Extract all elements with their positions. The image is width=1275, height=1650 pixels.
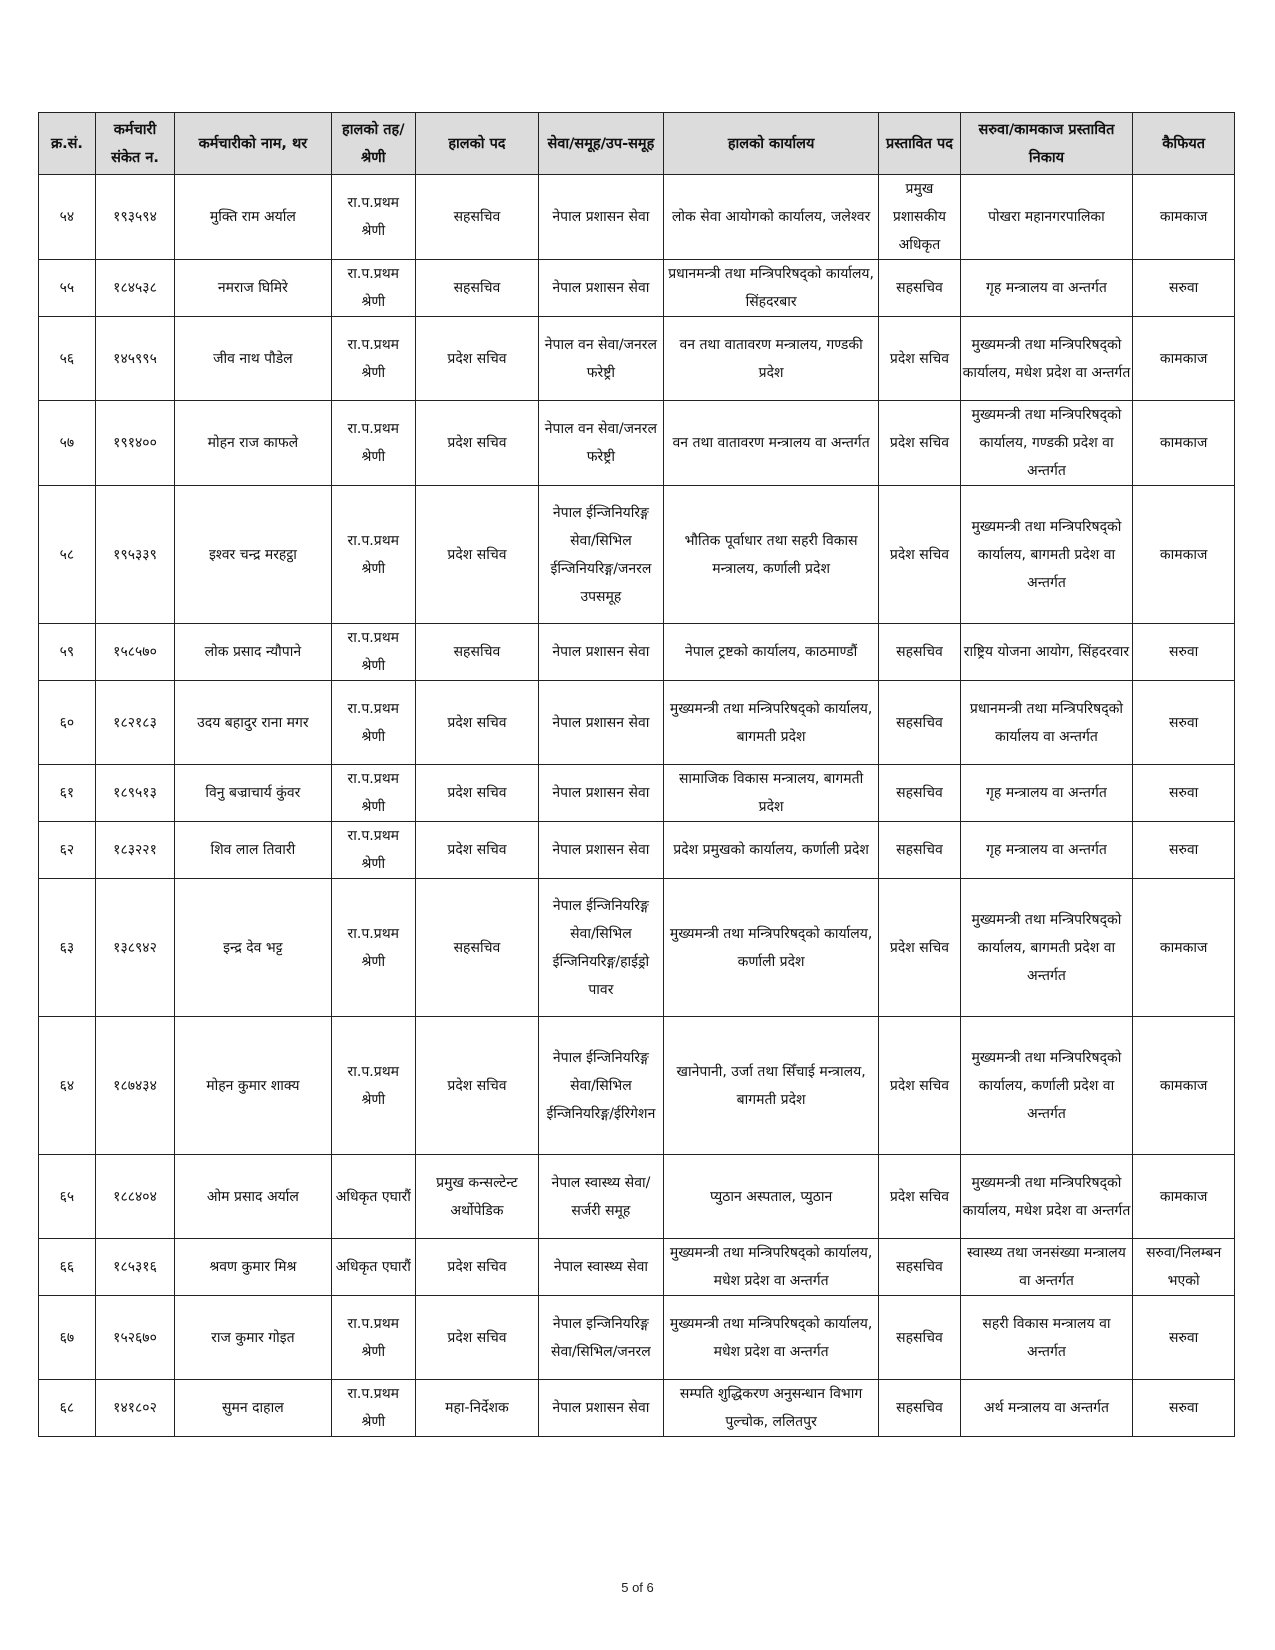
cell-remarks: सरुवा	[1133, 1296, 1235, 1380]
cell-name: राज कुमार गोइत	[175, 1296, 331, 1380]
table-row	[39, 681, 1235, 765]
cell-sn: ५९	[39, 624, 96, 681]
cell-proposed-post: प्रमुख प्रशासकीय अधिकृत	[879, 175, 960, 260]
cell-level: अधिकृत एघारौं	[331, 1239, 415, 1296]
cell-name: शिव लाल तिवारी	[175, 822, 331, 879]
cell-service: नेपाल प्रशासन सेवा	[538, 765, 663, 822]
cell-service: नेपाल ईन्जिनियरिङ्ग सेवा/सिभिल ईन्जिनियरिङ्ग/हाईड्रो पावर	[538, 879, 663, 1017]
table-row	[39, 175, 1235, 260]
cell-name: नमराज घिमिरे	[175, 260, 331, 317]
cell-service: नेपाल प्रशासन सेवा	[538, 681, 663, 765]
cell-office: मुख्यमन्त्री तथा मन्त्रिपरिषद्को कार्यालय, मधेश प्रदेश वा अन्तर्गत	[663, 1239, 878, 1296]
cell-level: रा.प.प्रथम श्रेणी	[331, 624, 415, 681]
cell-code: १३८९४२	[95, 879, 174, 1017]
table-row	[39, 822, 1235, 879]
cell-proposed-body: मुख्यमन्त्री तथा मन्त्रिपरिषद्को कार्यालय, बागमती प्रदेश वा अन्तर्गत	[960, 879, 1133, 1017]
cell-code: १४५९९५	[95, 317, 174, 401]
cell-remarks: कामकाज	[1133, 1155, 1235, 1239]
cell-sn: ५५	[39, 260, 96, 317]
transfer-table	[38, 112, 1235, 1437]
cell-level: रा.प.प्रथम श्रेणी	[331, 681, 415, 765]
cell-remarks: सरुवा	[1133, 765, 1235, 822]
cell-name: इन्द्र देव भट्ट	[175, 879, 331, 1017]
cell-proposed-body: प्रधानमन्त्री तथा मन्त्रिपरिषद्को कार्यालय वा अन्तर्गत	[960, 681, 1133, 765]
cell-proposed-post: सहसचिव	[879, 260, 960, 317]
cell-level: रा.प.प्रथम श्रेणी	[331, 486, 415, 624]
table-row	[39, 486, 1235, 624]
cell-proposed-post: सहसचिव	[879, 624, 960, 681]
cell-name: उदय बहादुर राना मगर	[175, 681, 331, 765]
cell-post: प्रदेश सचिव	[415, 1296, 538, 1380]
cell-sn: ५७	[39, 401, 96, 486]
table-row	[39, 1296, 1235, 1380]
table-row	[39, 1017, 1235, 1155]
cell-level: रा.प.प्रथम श्रेणी	[331, 1380, 415, 1437]
cell-code: १५२६७०	[95, 1296, 174, 1380]
cell-post: प्रदेश सचिव	[415, 1017, 538, 1155]
cell-service: नेपाल वन सेवा/जनरल फरेष्ट्री	[538, 401, 663, 486]
cell-proposed-post: प्रदेश सचिव	[879, 401, 960, 486]
cell-name: श्रवण कुमार मिश्र	[175, 1239, 331, 1296]
header-proposed-body: सरुवा/कामकाज प्रस्तावित निकाय	[960, 113, 1133, 175]
header-name: कर्मचारीको नाम, थर	[175, 113, 331, 175]
cell-level: रा.प.प्रथम श्रेणी	[331, 1296, 415, 1380]
cell-post: प्रमुख कन्सल्टेन्ट अर्थोपेडिक	[415, 1155, 538, 1239]
header-post: हालको पद	[415, 113, 538, 175]
cell-post: सहसचिव	[415, 624, 538, 681]
cell-office: वन तथा वातावरण मन्त्रालय, गण्डकी प्रदेश	[663, 317, 878, 401]
cell-sn: ५४	[39, 175, 96, 260]
cell-proposed-body: मुख्यमन्त्री तथा मन्त्रिपरिषद्को कार्यालय, कर्णाली प्रदेश वा अन्तर्गत	[960, 1017, 1133, 1155]
cell-post: प्रदेश सचिव	[415, 765, 538, 822]
cell-sn: ६७	[39, 1296, 96, 1380]
cell-service: नेपाल प्रशासन सेवा	[538, 822, 663, 879]
cell-remarks: सरुवा	[1133, 624, 1235, 681]
table-row	[39, 1155, 1235, 1239]
cell-proposed-body: स्वास्थ्य तथा जनसंख्या मन्त्रालय वा अन्तर्गत	[960, 1239, 1133, 1296]
cell-code: १९१४००	[95, 401, 174, 486]
cell-post: प्रदेश सचिव	[415, 1239, 538, 1296]
cell-proposed-post: प्रदेश सचिव	[879, 317, 960, 401]
header-office: हालको कार्यालय	[663, 113, 878, 175]
cell-service: नेपाल वन सेवा/जनरल फरेष्ट्री	[538, 317, 663, 401]
cell-code: १८९५१३	[95, 765, 174, 822]
cell-remarks: कामकाज	[1133, 401, 1235, 486]
cell-proposed-body: मुख्यमन्त्री तथा मन्त्रिपरिषद्को कार्यालय, बागमती प्रदेश वा अन्तर्गत	[960, 486, 1133, 624]
table-row	[39, 624, 1235, 681]
cell-proposed-body: गृह मन्त्रालय वा अन्तर्गत	[960, 822, 1133, 879]
cell-sn: ६०	[39, 681, 96, 765]
cell-proposed-body: अर्थ मन्त्रालय वा अन्तर्गत	[960, 1380, 1133, 1437]
cell-service: नेपाल प्रशासन सेवा	[538, 175, 663, 260]
cell-name: मोहन राज काफले	[175, 401, 331, 486]
cell-proposed-post: सहसचिव	[879, 1239, 960, 1296]
cell-office: सम्पति शुद्धिकरण अनुसन्धान विभाग पुल्चोक, ललितपुर	[663, 1380, 878, 1437]
cell-code: १८५३१६	[95, 1239, 174, 1296]
cell-office: मुख्यमन्त्री तथा मन्त्रिपरिषद्को कार्यालय, मधेश प्रदेश वा अन्तर्गत	[663, 1296, 878, 1380]
cell-remarks: कामकाज	[1133, 879, 1235, 1017]
table-row	[39, 1380, 1235, 1437]
cell-post: प्रदेश सचिव	[415, 681, 538, 765]
cell-code: १८३२२१	[95, 822, 174, 879]
cell-post: सहसचिव	[415, 175, 538, 260]
cell-service: नेपाल प्रशासन सेवा	[538, 624, 663, 681]
cell-name: विनु बज्राचार्य कुंवर	[175, 765, 331, 822]
cell-code: १५८५७०	[95, 624, 174, 681]
cell-proposed-body: गृह मन्त्रालय वा अन्तर्गत	[960, 765, 1133, 822]
header-emp-code: कर्मचारी संकेत न.	[95, 113, 174, 175]
cell-remarks: कामकाज	[1133, 317, 1235, 401]
cell-code: १८२१८३	[95, 681, 174, 765]
cell-name: मुक्ति राम अर्याल	[175, 175, 331, 260]
cell-level: रा.प.प्रथम श्रेणी	[331, 260, 415, 317]
cell-remarks: कामकाज	[1133, 1017, 1235, 1155]
cell-code: १८७४३४	[95, 1017, 174, 1155]
cell-service: नेपाल ईन्जिनियरिङ्ग सेवा/सिभिल ईन्जिनियरिङ्ग/जनरल उपसमूह	[538, 486, 663, 624]
cell-post: सहसचिव	[415, 879, 538, 1017]
cell-office: सामाजिक विकास मन्त्रालय, बागमती प्रदेश	[663, 765, 878, 822]
header-service: सेवा/समूह/उप-समूह	[538, 113, 663, 175]
cell-level: रा.प.प्रथम श्रेणी	[331, 879, 415, 1017]
cell-code: १४१८०२	[95, 1380, 174, 1437]
cell-post: प्रदेश सचिव	[415, 401, 538, 486]
cell-service: नेपाल ईन्जिनियरिङ्ग सेवा/सिभिल ईन्जिनियरिङ्ग/ईरिगेशन	[538, 1017, 663, 1155]
table-row	[39, 401, 1235, 486]
cell-name: सुमन दाहाल	[175, 1380, 331, 1437]
header-proposed-post: प्रस्तावित पद	[879, 113, 960, 175]
header-level: हालको तह/श्रेणी	[331, 113, 415, 175]
header-sn: क्र.सं.	[39, 113, 96, 175]
cell-sn: ६१	[39, 765, 96, 822]
cell-office: प्रधानमन्त्री तथा मन्त्रिपरिषद्को कार्यालय, सिंहदरबार	[663, 260, 878, 317]
cell-remarks: सरुवा	[1133, 260, 1235, 317]
page-number: 5 of 6	[621, 1580, 654, 1595]
header-remarks: कैफियत	[1133, 113, 1235, 175]
table-row	[39, 765, 1235, 822]
cell-level: रा.प.प्रथम श्रेणी	[331, 175, 415, 260]
cell-level: रा.प.प्रथम श्रेणी	[331, 401, 415, 486]
cell-sn: ६६	[39, 1239, 96, 1296]
table-row	[39, 317, 1235, 401]
cell-name: मोहन कुमार शाक्य	[175, 1017, 331, 1155]
cell-post: प्रदेश सचिव	[415, 486, 538, 624]
cell-proposed-body: मुख्यमन्त्री तथा मन्त्रिपरिषद्को कार्यालय, मधेश प्रदेश वा अन्तर्गत	[960, 317, 1133, 401]
cell-sn: ५६	[39, 317, 96, 401]
cell-sn: ६२	[39, 822, 96, 879]
cell-proposed-body: राष्ट्रिय योजना आयोग, सिंहदरवार	[960, 624, 1133, 681]
cell-service: नेपाल स्वास्थ्य सेवा/सर्जरी समूह	[538, 1155, 663, 1239]
cell-proposed-body: मुख्यमन्त्री तथा मन्त्रिपरिषद्को कार्यालय, मधेश प्रदेश वा अन्तर्गत	[960, 1155, 1133, 1239]
cell-code: १९५३३९	[95, 486, 174, 624]
cell-sn: ६८	[39, 1380, 96, 1437]
cell-sn: ६४	[39, 1017, 96, 1155]
cell-remarks: सरुवा	[1133, 1380, 1235, 1437]
cell-sn: ६५	[39, 1155, 96, 1239]
cell-remarks: सरुवा	[1133, 681, 1235, 765]
cell-level: अधिकृत एघारौं	[331, 1155, 415, 1239]
cell-proposed-post: प्रदेश सचिव	[879, 1017, 960, 1155]
cell-level: रा.प.प्रथम श्रेणी	[331, 1017, 415, 1155]
cell-name: लोक प्रसाद न्यौपाने	[175, 624, 331, 681]
cell-office: लोक सेवा आयोगको कार्यालय, जलेश्वर	[663, 175, 878, 260]
cell-name: ओम प्रसाद अर्याल	[175, 1155, 331, 1239]
cell-code: १८४५३८	[95, 260, 174, 317]
cell-post: प्रदेश सचिव	[415, 317, 538, 401]
cell-office: प्युठान अस्पताल, प्युठान	[663, 1155, 878, 1239]
cell-proposed-post: प्रदेश सचिव	[879, 1155, 960, 1239]
cell-proposed-body: गृह मन्त्रालय वा अन्तर्गत	[960, 260, 1133, 317]
cell-sn: ६३	[39, 879, 96, 1017]
cell-remarks: कामकाज	[1133, 175, 1235, 260]
cell-service: नेपाल प्रशासन सेवा	[538, 260, 663, 317]
cell-service: नेपाल इन्जिनियरिङ्ग सेवा/सिभिल/जनरल	[538, 1296, 663, 1380]
cell-proposed-body: सहरी विकास मन्त्रालय वा अन्तर्गत	[960, 1296, 1133, 1380]
cell-service: नेपाल प्रशासन सेवा	[538, 1380, 663, 1437]
cell-remarks: सरुवा/निलम्बन भएको	[1133, 1239, 1235, 1296]
cell-post: महा-निर्देशक	[415, 1380, 538, 1437]
cell-level: रा.प.प्रथम श्रेणी	[331, 822, 415, 879]
cell-proposed-post: सहसचिव	[879, 1296, 960, 1380]
cell-proposed-body: पोखरा महानगरपालिका	[960, 175, 1133, 260]
cell-remarks: सरुवा	[1133, 822, 1235, 879]
cell-post: प्रदेश सचिव	[415, 822, 538, 879]
cell-remarks: कामकाज	[1133, 486, 1235, 624]
cell-office: मुख्यमन्त्री तथा मन्त्रिपरिषद्को कार्यालय, कर्णाली प्रदेश	[663, 879, 878, 1017]
cell-sn: ५८	[39, 486, 96, 624]
cell-proposed-post: प्रदेश सचिव	[879, 879, 960, 1017]
table-row	[39, 879, 1235, 1017]
table-row	[39, 1239, 1235, 1296]
cell-office: खानेपानी, उर्जा तथा सिँचाई मन्त्रालय, बागमती प्रदेश	[663, 1017, 878, 1155]
cell-level: रा.प.प्रथम श्रेणी	[331, 317, 415, 401]
cell-proposed-post: सहसचिव	[879, 765, 960, 822]
cell-office: प्रदेश प्रमुखको कार्यालय, कर्णाली प्रदेश	[663, 822, 878, 879]
cell-code: १८८४०४	[95, 1155, 174, 1239]
header-row	[39, 113, 1235, 175]
cell-name: इश्वर चन्द्र मरहट्ठा	[175, 486, 331, 624]
cell-level: रा.प.प्रथम श्रेणी	[331, 765, 415, 822]
cell-service: नेपाल स्वास्थ्य सेवा	[538, 1239, 663, 1296]
cell-code: १९३५९४	[95, 175, 174, 260]
cell-proposed-post: सहसचिव	[879, 822, 960, 879]
cell-proposed-post: सहसचिव	[879, 1380, 960, 1437]
cell-office: भौतिक पूर्वाधार तथा सहरी विकास मन्त्रालय, कर्णाली प्रदेश	[663, 486, 878, 624]
cell-office: नेपाल ट्रष्टको कार्यालय, काठमाण्डौं	[663, 624, 878, 681]
cell-office: मुख्यमन्त्री तथा मन्त्रिपरिषद्को कार्यालय, बागमती प्रदेश	[663, 681, 878, 765]
cell-proposed-post: प्रदेश सचिव	[879, 486, 960, 624]
cell-post: सहसचिव	[415, 260, 538, 317]
cell-proposed-post: सहसचिव	[879, 681, 960, 765]
cell-name: जीव नाथ पौडेल	[175, 317, 331, 401]
table-row	[39, 260, 1235, 317]
cell-proposed-body: मुख्यमन्त्री तथा मन्त्रिपरिषद्को कार्यालय, गण्डकी प्रदेश वा अन्तर्गत	[960, 401, 1133, 486]
cell-office: वन तथा वातावरण मन्त्रालय वा अन्तर्गत	[663, 401, 878, 486]
